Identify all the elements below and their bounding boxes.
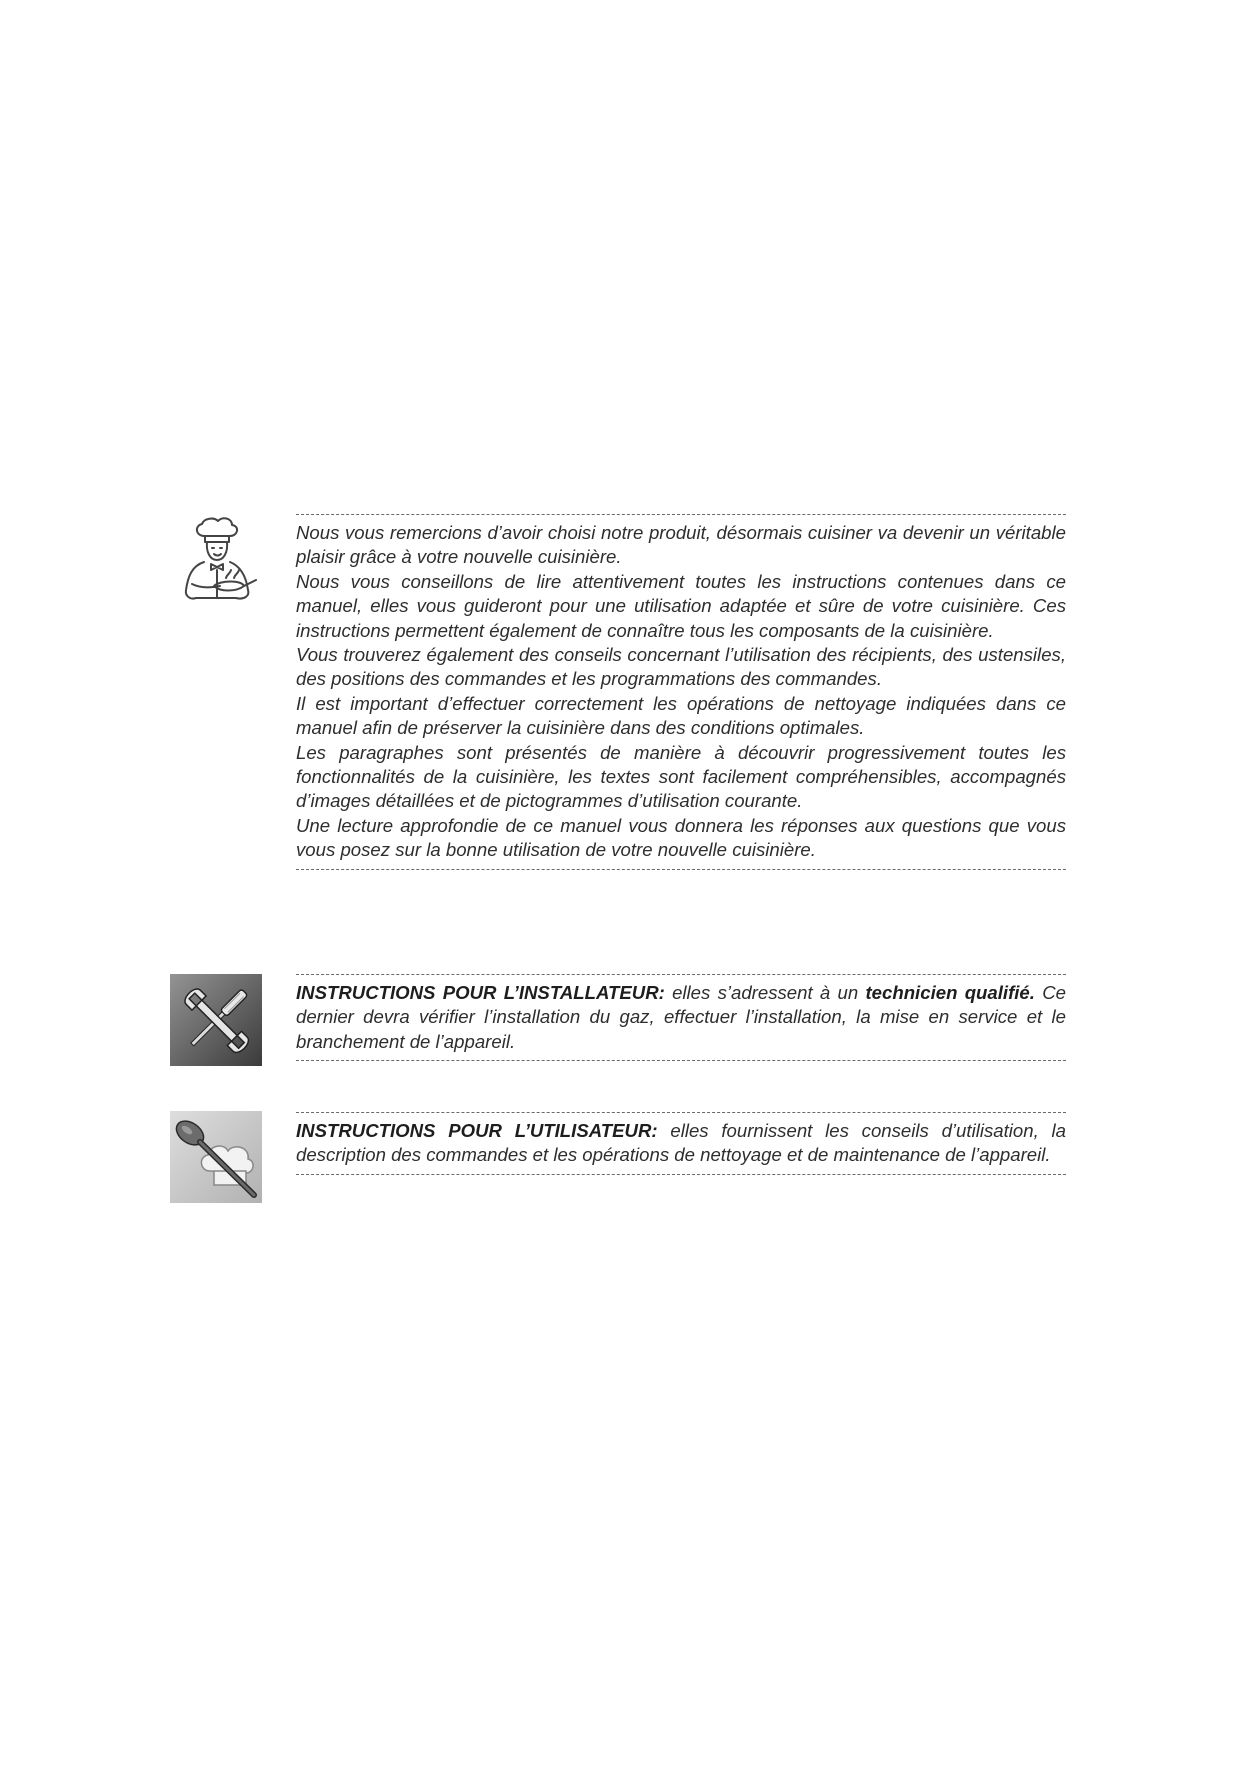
user-text-body: elles fournissent les conseils d’utilisation, la description des commandes et les opérations de nettoyage et de maintenance de l’appareil. (296, 1120, 1066, 1166)
intro-paragraph: Vous trouverez également des conseils concernant l’utilisation des récipients, des ustensiles, des positions des commandes et les programmations des commandes. (296, 644, 1066, 690)
intro-paragraph: Il est important d’effectuer correctement les opérations de nettoyage indiquées dans ce manuel afin de préserver la cuisinière dans des conditions optimales. (296, 692, 1066, 739)
intro-section (170, 508, 1070, 918)
installer-heading: INSTRUCTIONS POUR L’INSTALLATEUR: (296, 982, 665, 1003)
installer-emphasis: technicien qualifié. (865, 982, 1035, 1003)
installer-paragraph (296, 981, 1066, 1054)
wrench-screwdriver-icon (170, 974, 262, 1066)
chef-icon (174, 514, 266, 606)
intro-paragraph: Nous vous conseillons de lire attentivement toutes les instructions contenues dans ce manuel, elles vous guideront pour une utilisation adaptée et sûre de votre cuisinière. Ces instructions permettent également de connaître tous les composants de la cuisinière. (296, 570, 1066, 641)
intro-paragraph: Les paragraphes sont présentés de manière à découvrir progressivement toutes les fonctionnalités de la cuisinière, les textes sont facilement compréhensibles, accompagnés d’images détaillées et de pictogrammes d’utilisation courante. (296, 741, 1066, 812)
installer-text-before: elles s’adressent à un (664, 982, 866, 1003)
user-paragraph (296, 1119, 1066, 1168)
intro-paragraph: Nous vous remercions d’avoir choisi notre produit, désormais cuisiner va devenir un véritable plaisir grâce à votre nouvelle cuisinière. (296, 522, 1066, 568)
installer-section (170, 968, 1070, 1068)
spoon-chef-hat-icon (170, 1111, 262, 1203)
intro-paragraph: Une lecture approfondie de ce manuel vous donnera les réponses aux questions que vous vous posez sur la bonne utilisation de votre nouvelle cuisinière. (296, 814, 1066, 861)
user-text (296, 1112, 1066, 1175)
intro-text (296, 514, 1066, 870)
user-section (170, 1108, 1070, 1208)
installer-text-after: Ce dernier devra vérifier l’installation du gaz, effectuer l’installation, la mise en service et le branchement de l’appareil. (296, 982, 1066, 1052)
user-heading: INSTRUCTIONS POUR L’UTILISATEUR: (296, 1120, 658, 1141)
installer-text (296, 974, 1066, 1061)
